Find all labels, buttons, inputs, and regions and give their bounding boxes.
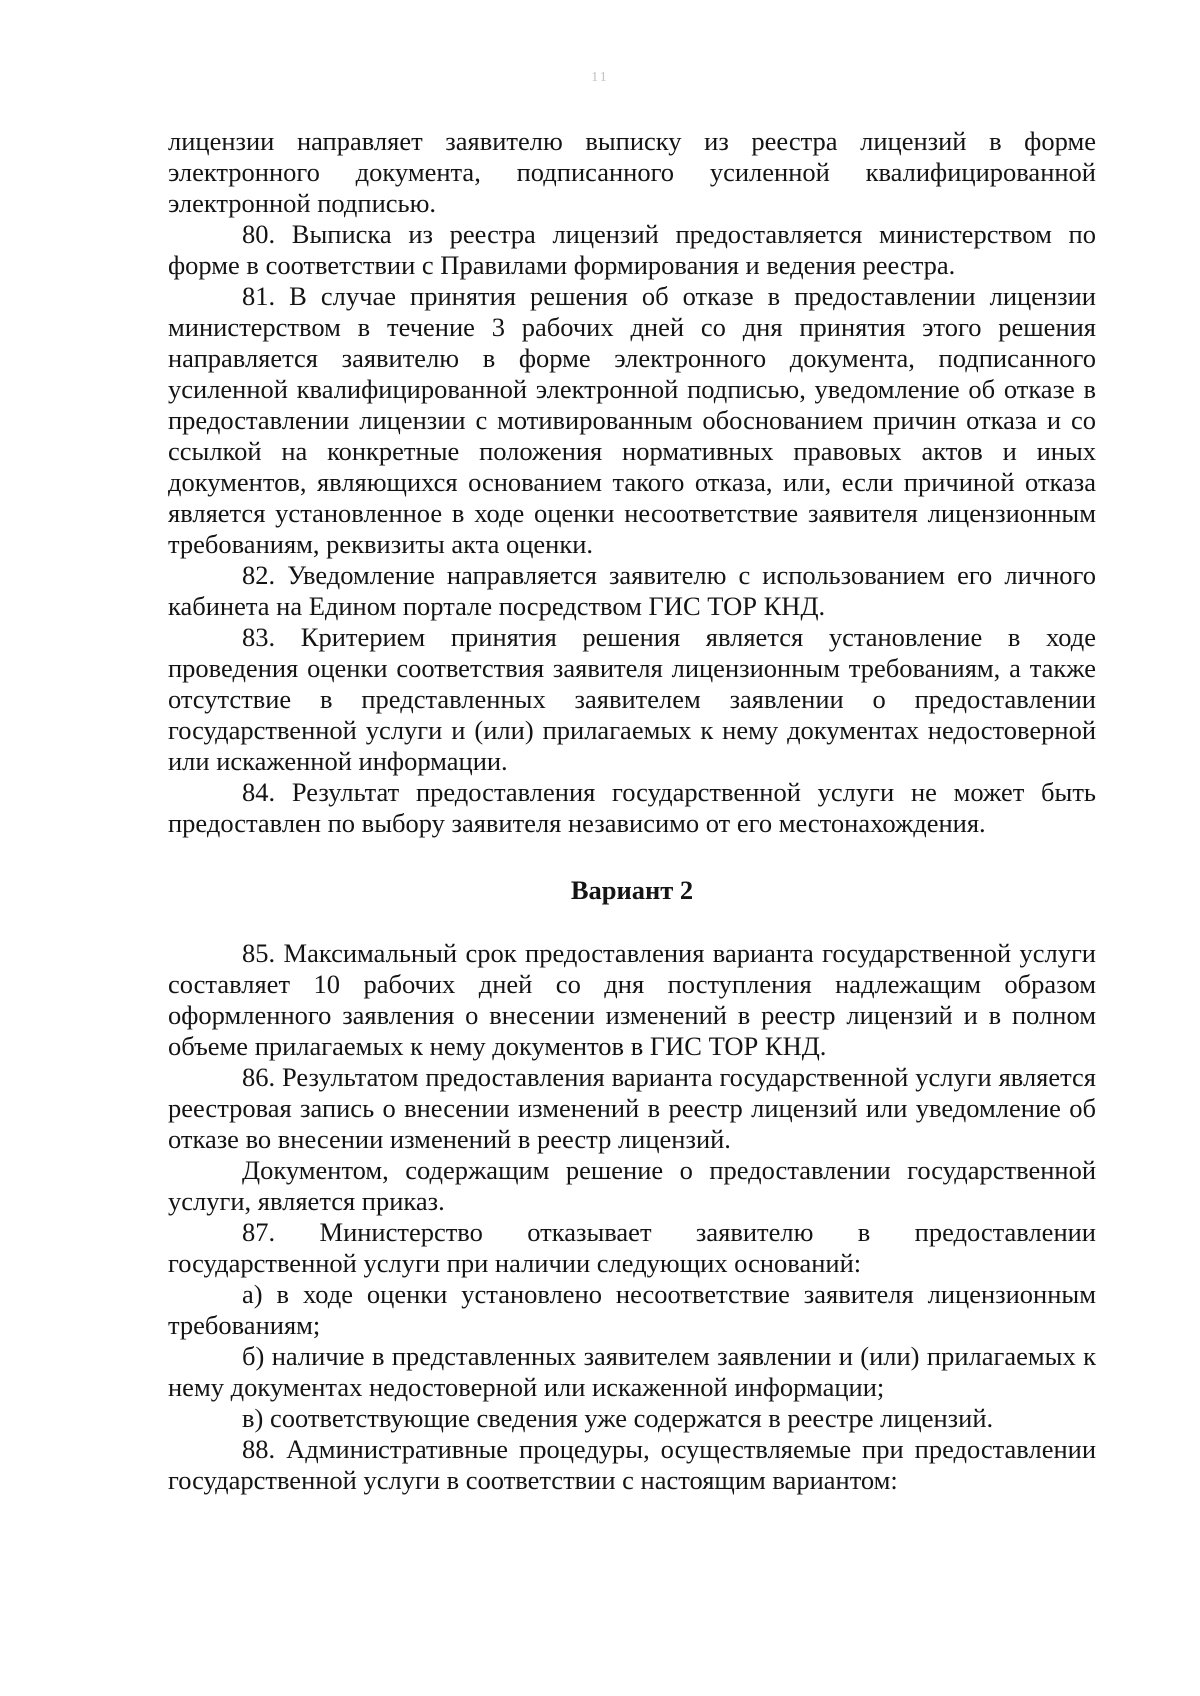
page-number: 11 (591, 70, 609, 85)
paragraph-85: 85. Максимальный срок предоставления варианта государственной услуги составляет 10 рабочих дней со дня поступления надлежащим образом оформленного заявления о внесении изменений в реестр лицензий и в полном объеме прилагаемых к нему документов в ГИС ТОР КНД. (168, 938, 1096, 1061)
paragraph-82: 82. Уведомление направляется заявителю с использованием его личного кабинета на Едином портале посредством ГИС ТОР КНД. (168, 560, 1096, 621)
list-item-v: в) соответствующие сведения уже содержатся в реестре лицензий. (242, 1403, 994, 1433)
section-heading-variant-2: Вариант 2 (570, 875, 694, 905)
paragraph-87: 87. Министерство отказывает заявителю в предоставлении государственной услуги при наличии следующих оснований: (168, 1217, 1096, 1278)
paragraphs-after-heading (168, 938, 1096, 1496)
paragraph-84: 84. Результат предоставления государственной услуги не может быть предоставлен по выбору заявителя независимо от его местонахождения. (168, 777, 1096, 838)
paragraph-81: 81. В случае принятия решения об отказе в предоставлении лицензии министерством в течение 3 рабочих дней со дня принятия этого решения направляется заявителю в форме электронного документа, подписанного усиленной квалифицированной электронной подписью, уведомление об отказе в предоставлении лицензии с мотивированным обоснованием причин отказа и со ссылкой на конкретные положения нормативных правовых актов и иных документов, являющихся основанием такого отказа, или, если причиной отказа является установленное в ходе оценки несоответствие заявителя лицензионным требованиям, реквизиты акта оценки. (168, 281, 1096, 559)
list-item-b: б) наличие в представленных заявителем заявлении и (или) прилагаемых к нему документах недостоверной или искаженной информации; (168, 1341, 1096, 1402)
paragraph-86: 86. Результатом предоставления варианта государственной услуги является реестровая запись о внесении изменений в реестр лицензий или уведомление об отказе во внесении изменений в реестр лицензий. (168, 1062, 1096, 1154)
continuation-paragraph: лицензии направляет заявителю выписку из реестра лицензий в форме электронного документа, подписанного усиленной квалифицированной электронной подписью. (168, 126, 1096, 218)
paragraph-88: 88. Административные процедуры, осуществляемые при предоставлении государственной услуги в соответствии с настоящим вариантом: (168, 1434, 1096, 1495)
paragraph-80: 80. Выписка из реестра лицензий предоставляется министерством по форме в соответствии с Правилами формирования и ведения реестра. (168, 219, 1096, 280)
document-body (168, 126, 1096, 1496)
paragraphs-before-heading (168, 126, 1096, 839)
paragraph-86-order: Документом, содержащим решение о предоставлении государственной услуги, является приказ. (168, 1155, 1096, 1216)
list-item-a: а) в ходе оценки установлено несоответствие заявителя лицензионным требованиям; (168, 1279, 1096, 1340)
paragraph-83: 83. Критерием принятия решения является установление в ходе проведения оценки соответствия заявителя лицензионным требованиям, а также отсутствие в представленных заявителем заявлении о предоставлении государственной услуги и (или) прилагаемых к нему документах недостоверной или искаженной информации. (168, 622, 1096, 776)
